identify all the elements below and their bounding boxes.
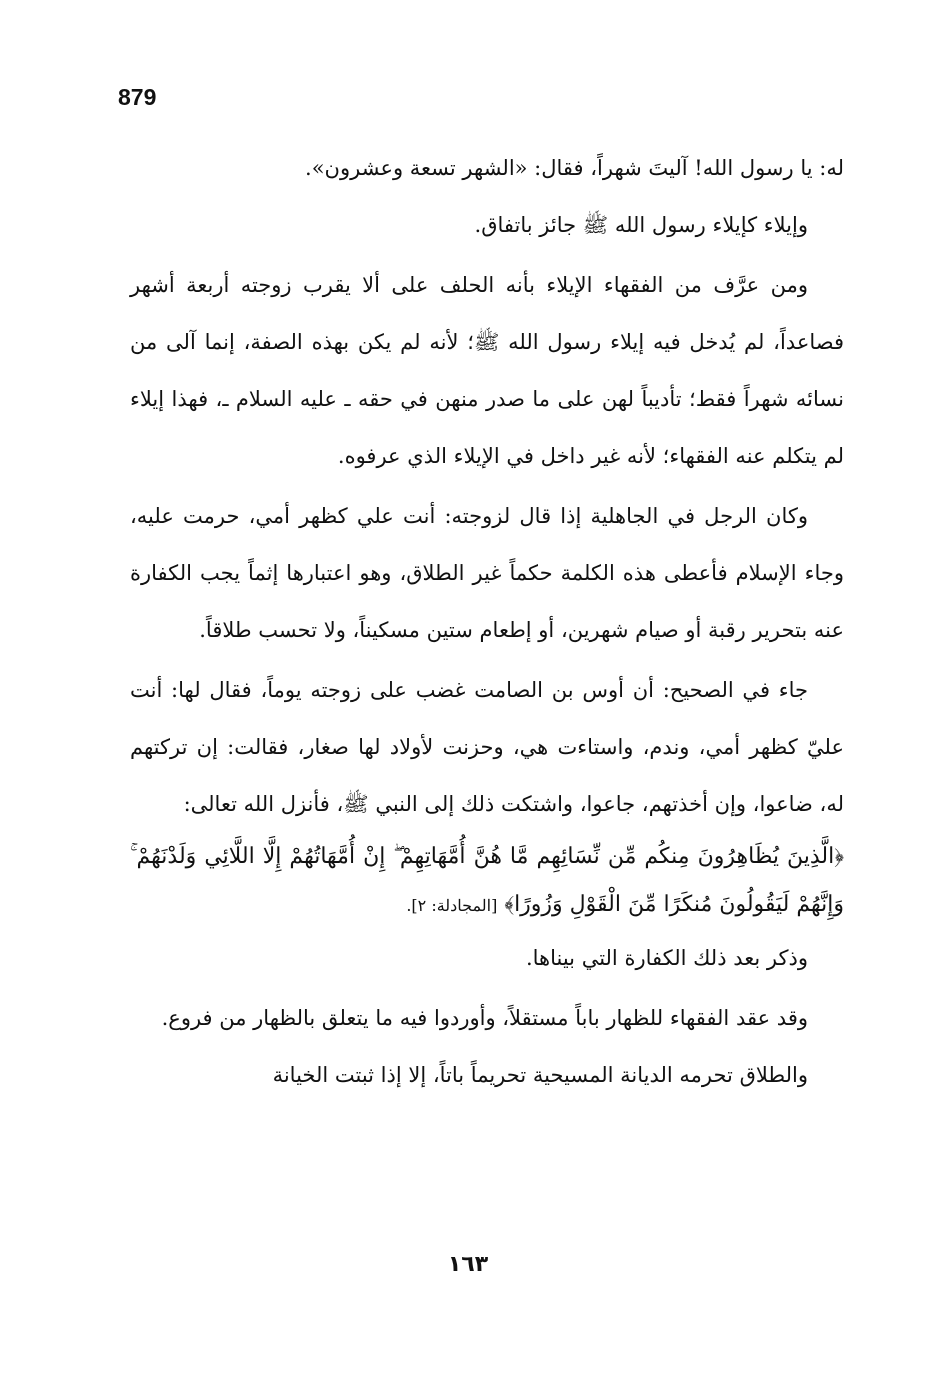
paragraph: وذكر بعد ذلك الكفارة التي بيناها. <box>525 946 808 970</box>
quran-verse-text: ﴿الَّذِينَ يُظَاهِرُونَ مِنكُم مِّن نِّسَائِهِم مَّا هُنَّ أُمَّهَاتِهِمْ ۖ إِنْ أُمَّهَاتُهُمْ إِلَّا اللَّائِي وَلَدْنَهُمْ ۚ وَإِنَّهُمْ لَيَقُولُونَ مُنكَرًا مِّنَ الْقَوْلِ وَزُورًا﴾ <box>130 844 844 917</box>
quran-verse-reference: [المجادلة: ٢]. <box>406 896 498 915</box>
footer-page-number: ١٦٣ <box>447 1252 489 1277</box>
paragraph: جاء في الصحيح: أن أوس بن الصامت غضب على زوجته يوماً، فقال لها: أنت عليّ كظهر أمي، وندم، واستاءت هي، وحزنت لأولاد لها صغار، فقالت: إن تركتهم له، ضاعوا، وإن أخذتهم، جاعوا، واشتكت ذلك إلى النبي ﷺ، فأنزل الله تعالى: <box>130 678 844 816</box>
paragraph: وكان الرجل في الجاهلية إذا قال لزوجته: أنت علي كظهر أمي، حرمت عليه، وجاء الإسلام فأعطى هذه الكلمة حكماً غير الطلاق، وهو اعتبارها إثماً يجب الكفارة عنه بتحرير رقبة أو صيام شهرين، أو إطعام ستين مسكيناً، ولا تحسب طلاقاً. <box>130 504 844 642</box>
main-text <box>130 140 844 1104</box>
paragraph: ومن عرَّف من الفقهاء الإيلاء بأنه الحلف على ألا يقرب زوجته أربعة أشهر فصاعداً، لم يُدخل فيه إيلاء رسول الله ﷺ؛ لأنه لم يكن بهذه الصفة، إنما آلى من نسائه شهراً فقط؛ تأديباً لهن على ما صدر منهن في حقه ـ عليه السلام ـ، فهذا إيلاء لم يتكلم عنه الفقهاء؛ لأنه غير داخل في الإيلاء الذي عرفوه. <box>130 273 844 468</box>
paragraph: وإيلاء كإيلاء رسول الله ﷺ جائز باتفاق. <box>474 213 808 237</box>
paragraph: والطلاق تحرمه الديانة المسيحية تحريماً باتاً، إلا إذا ثبتت الخيانة <box>272 1063 808 1087</box>
quran-verse <box>130 833 844 930</box>
paragraph: وقد عقد الفقهاء للظهار باباً مستقلاً، وأوردوا فيه ما يتعلق بالظهار من فروع. <box>161 1006 808 1030</box>
page-number: 879 <box>118 84 157 110</box>
paragraph: له: يا رسول الله! آليتَ شهراً، فقال: «الشهر تسعة وعشرون». <box>305 156 844 180</box>
